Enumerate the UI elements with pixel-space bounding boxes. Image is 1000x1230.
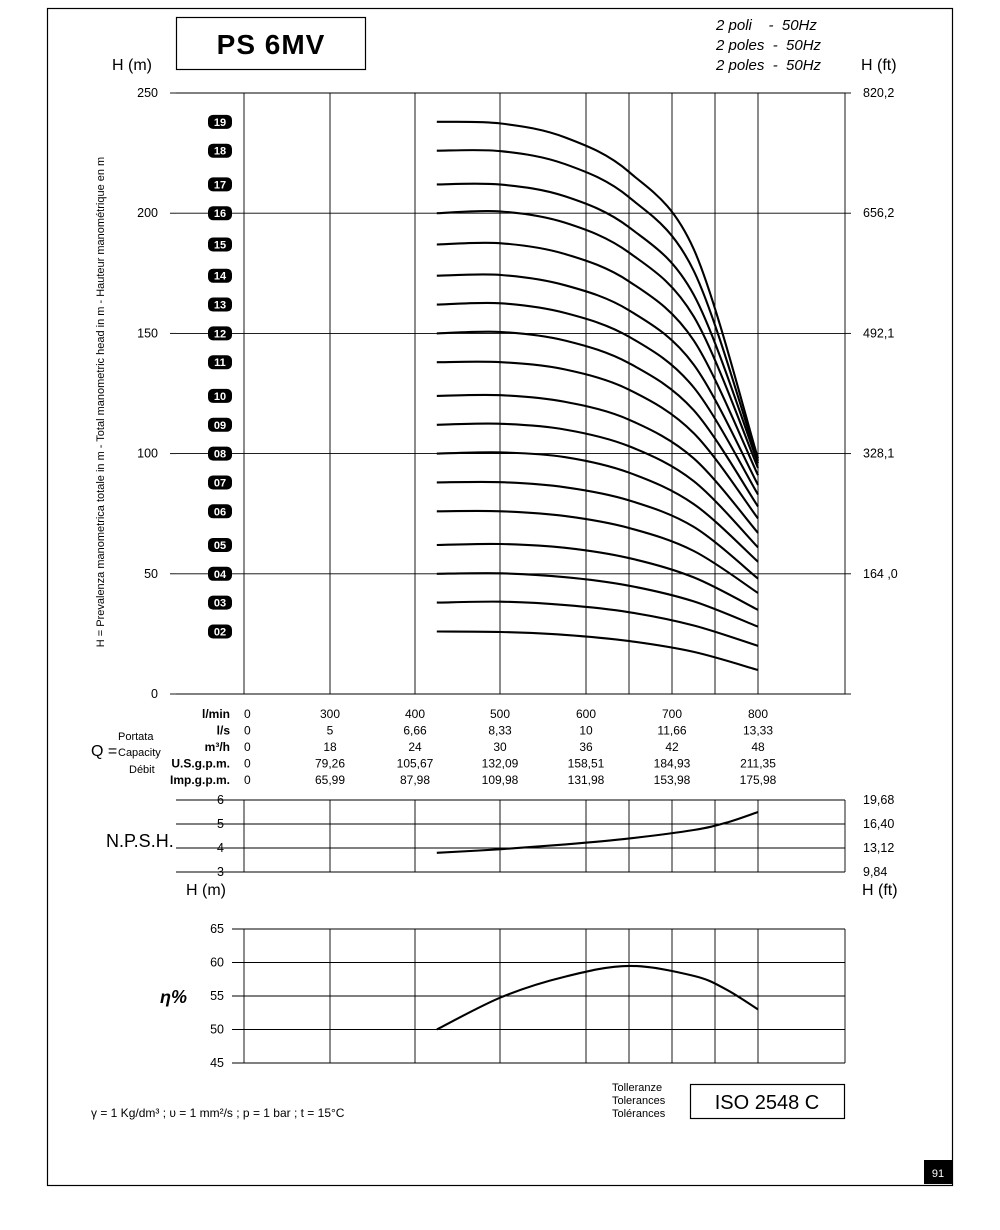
stage-badge-label: 14 [213, 270, 227, 283]
stage-badge-label: 18 [213, 145, 227, 158]
head-curve-15 [437, 243, 758, 475]
right-unit-label: H (ft) [861, 57, 897, 74]
stage-badge-17 [208, 177, 232, 191]
capacity-line-3: Débit [129, 764, 155, 776]
efficiency-title: η% [160, 987, 187, 1007]
flow-value: 18 [323, 740, 337, 754]
efficiency-grid [232, 929, 845, 1063]
fluid-conditions: γ = 1 Kg/dm³ ; υ = 1 mm²/s ; p = 1 bar ; t = 15°C [91, 1106, 345, 1120]
stage-badge-19 [208, 115, 232, 129]
stage-badge-label: 05 [213, 539, 227, 552]
npsh-y-tick-labels [217, 793, 224, 879]
flow-value: 211,35 [740, 756, 776, 771]
flow-value: 0 [244, 773, 251, 787]
flow-value: 36 [579, 740, 593, 754]
stage-badge-label: 12 [213, 328, 227, 341]
stage-badge-label: 03 [213, 597, 227, 610]
efficiency-chart [160, 922, 845, 1070]
y-tick-label-right: 16,40 [863, 817, 895, 831]
stage-badge-label: 06 [213, 506, 227, 519]
stage-badge-02 [208, 624, 232, 638]
y-tick-label-right: 492,1 [863, 326, 895, 341]
npsh-left-unit: H (m) [186, 882, 226, 899]
stage-badge-13 [208, 298, 232, 312]
main-y-tick-labels-right [863, 86, 898, 581]
stage-badge-label: 13 [213, 299, 227, 312]
npsh-chart [106, 793, 898, 899]
flow-unit-label: U.S.g.p.m. [171, 756, 230, 771]
capacity-q: Q = [91, 743, 118, 760]
flow-value: 109,98 [481, 773, 519, 787]
flow-value: 153,98 [653, 773, 691, 787]
tolerance-label-en: Tolerances [612, 1095, 666, 1107]
flow-value: 600 [575, 707, 597, 721]
head-curve-19 [437, 122, 758, 459]
iso-box [691, 1085, 845, 1119]
npsh-y-tick-labels-right [863, 793, 894, 879]
flow-value: 10 [579, 723, 593, 738]
y-tick-label-right: 820,2 [863, 86, 895, 100]
y-tick-label: 4 [217, 841, 224, 855]
flow-value: 105,67 [396, 756, 434, 771]
flow-value: 48 [751, 740, 765, 754]
flow-value: 0 [244, 740, 251, 754]
capacity-line-1: Portata [118, 731, 154, 743]
npsh-curve [437, 812, 758, 853]
efficiency-curve [437, 966, 758, 1030]
tolerance-label-it: Tolleranze [612, 1082, 663, 1094]
npsh-series-line [437, 812, 758, 853]
y-tick-label: 5 [217, 817, 224, 831]
stage-badge-07 [208, 475, 232, 489]
y-tick-label: 45 [210, 1056, 224, 1070]
head-curve-12 [437, 332, 758, 507]
y-tick-label: 50 [210, 1022, 224, 1037]
y-tick-label: 55 [210, 989, 224, 1003]
y-tick-label: 100 [137, 446, 158, 461]
flow-value: 175,98 [739, 773, 777, 787]
y-tick-label-right: 19,68 [863, 793, 895, 807]
stage-badge-03 [208, 596, 232, 610]
page-number-badge [924, 1160, 952, 1184]
y-tick-label: 6 [217, 793, 224, 807]
stage-badge-10 [208, 389, 232, 403]
stage-badge-08 [208, 447, 232, 461]
y-tick-label-right: 656,2 [863, 206, 895, 221]
flow-value: 500 [489, 707, 511, 721]
flow-value: 65,99 [314, 773, 346, 787]
head-curve-18 [437, 150, 758, 461]
stage-badge-label: 02 [213, 626, 227, 639]
flow-value: 11,66 [657, 723, 687, 738]
y-tick-label-right: 328,1 [863, 446, 895, 461]
flow-value: 79,26 [314, 756, 346, 771]
y-tick-label: 0 [151, 687, 158, 701]
stage-badge-11 [208, 355, 232, 369]
head-curve-02 [437, 632, 758, 671]
main-y-tick-labels [137, 86, 158, 701]
flow-value: 132,09 [481, 756, 519, 771]
flow-value: 158,51 [567, 756, 605, 771]
stage-badge-label: 08 [213, 448, 227, 461]
capacity-line-2: Capacity [118, 747, 161, 759]
y-tick-label: 200 [137, 206, 158, 221]
flow-value: 700 [661, 707, 683, 721]
stage-badge-12 [208, 326, 232, 340]
poles-line-3: 2 poles - 50Hz [716, 57, 822, 74]
poles-line-2: 2 poles - 50Hz [716, 37, 822, 54]
y-tick-label: 65 [210, 922, 224, 936]
flow-value: 13,33 [742, 723, 774, 738]
stage-badge-label: 11 [214, 357, 226, 370]
stage-badge-label: 19 [213, 116, 227, 129]
head-curve-05 [437, 544, 758, 610]
flow-rate-table [170, 707, 777, 787]
y-tick-label: 250 [137, 86, 158, 100]
y-tick-label: 3 [217, 865, 224, 879]
flow-value: 6,66 [403, 723, 427, 738]
efficiency-series-line [437, 966, 758, 1030]
flow-value: 131,98 [567, 773, 605, 787]
flow-unit-label: l/s [216, 723, 230, 738]
iso-standard: ISO 2548 C [714, 1092, 820, 1114]
flow-value: 24 [408, 740, 422, 754]
stage-badge-16 [208, 206, 232, 220]
main-y-axis-label: H = Prevalenza manometrica totale in m - Total manometric head in m - Hauteur manométrique en m [95, 156, 107, 648]
stage-badge-label: 10 [213, 390, 227, 403]
tolerance-labels [612, 1082, 666, 1120]
flow-value: 300 [319, 707, 341, 721]
flow-unit-label: m³/h [204, 740, 230, 754]
capacity-label [91, 731, 161, 776]
flow-value: 0 [244, 723, 251, 738]
tolerance-label-fr: Tolérances [612, 1108, 666, 1120]
stage-badge-18 [208, 144, 232, 158]
flow-value: 0 [244, 756, 251, 771]
head-curve-08 [437, 452, 758, 562]
stage-badges [208, 115, 232, 639]
stage-badge-label: 04 [213, 568, 227, 581]
poles-line-1: 2 poli - 50Hz [716, 17, 817, 34]
npsh-title: N.P.S.H. [106, 831, 174, 851]
y-tick-label: 150 [137, 326, 158, 341]
npsh-right-unit: H (ft) [862, 882, 898, 899]
flow-unit-label: Imp.g.p.m. [170, 773, 230, 787]
y-tick-label-right: 9,84 [863, 865, 888, 879]
flow-unit-label: l/min [201, 707, 230, 721]
poles-block [715, 17, 822, 74]
y-tick-label-right: 164 ,0 [863, 566, 898, 581]
left-unit-label: H (m) [112, 57, 152, 74]
flow-value: 5 [326, 723, 334, 738]
title-box [177, 18, 366, 70]
head-curves [437, 122, 758, 670]
stage-badge-06 [208, 504, 232, 518]
stage-badge-04 [208, 567, 232, 581]
head-curve-chart [95, 86, 898, 701]
head-curve-03 [437, 602, 758, 646]
flow-value: 87,98 [399, 773, 431, 787]
efficiency-y-tick-labels [210, 922, 224, 1070]
stage-badge-label: 15 [213, 239, 227, 252]
stage-badge-15 [208, 237, 232, 251]
flow-value: 400 [404, 707, 426, 721]
stage-badge-14 [208, 269, 232, 283]
flow-value: 184,93 [653, 756, 691, 771]
y-tick-label: 60 [210, 955, 224, 970]
flow-value: 30 [493, 740, 507, 754]
head-curve-04 [437, 573, 758, 627]
flow-value: 42 [665, 740, 679, 754]
stage-badge-label: 17 [213, 179, 227, 192]
stage-badge-09 [208, 418, 232, 432]
flow-value: 0 [244, 707, 251, 721]
stage-badge-label: 16 [213, 208, 227, 221]
stage-badge-05 [208, 538, 232, 552]
y-tick-label-right: 13,12 [863, 841, 895, 855]
head-curve-09 [437, 424, 758, 548]
page-number: 91 [931, 1168, 945, 1180]
flow-value: 8,33 [488, 723, 512, 738]
stage-badge-label: 07 [213, 477, 227, 490]
stage-badge-label: 09 [213, 419, 227, 432]
y-tick-label: 50 [144, 566, 158, 581]
flow-value: 800 [747, 707, 769, 721]
chart-title: PS 6MV [216, 29, 326, 60]
npsh-grid [176, 800, 845, 872]
